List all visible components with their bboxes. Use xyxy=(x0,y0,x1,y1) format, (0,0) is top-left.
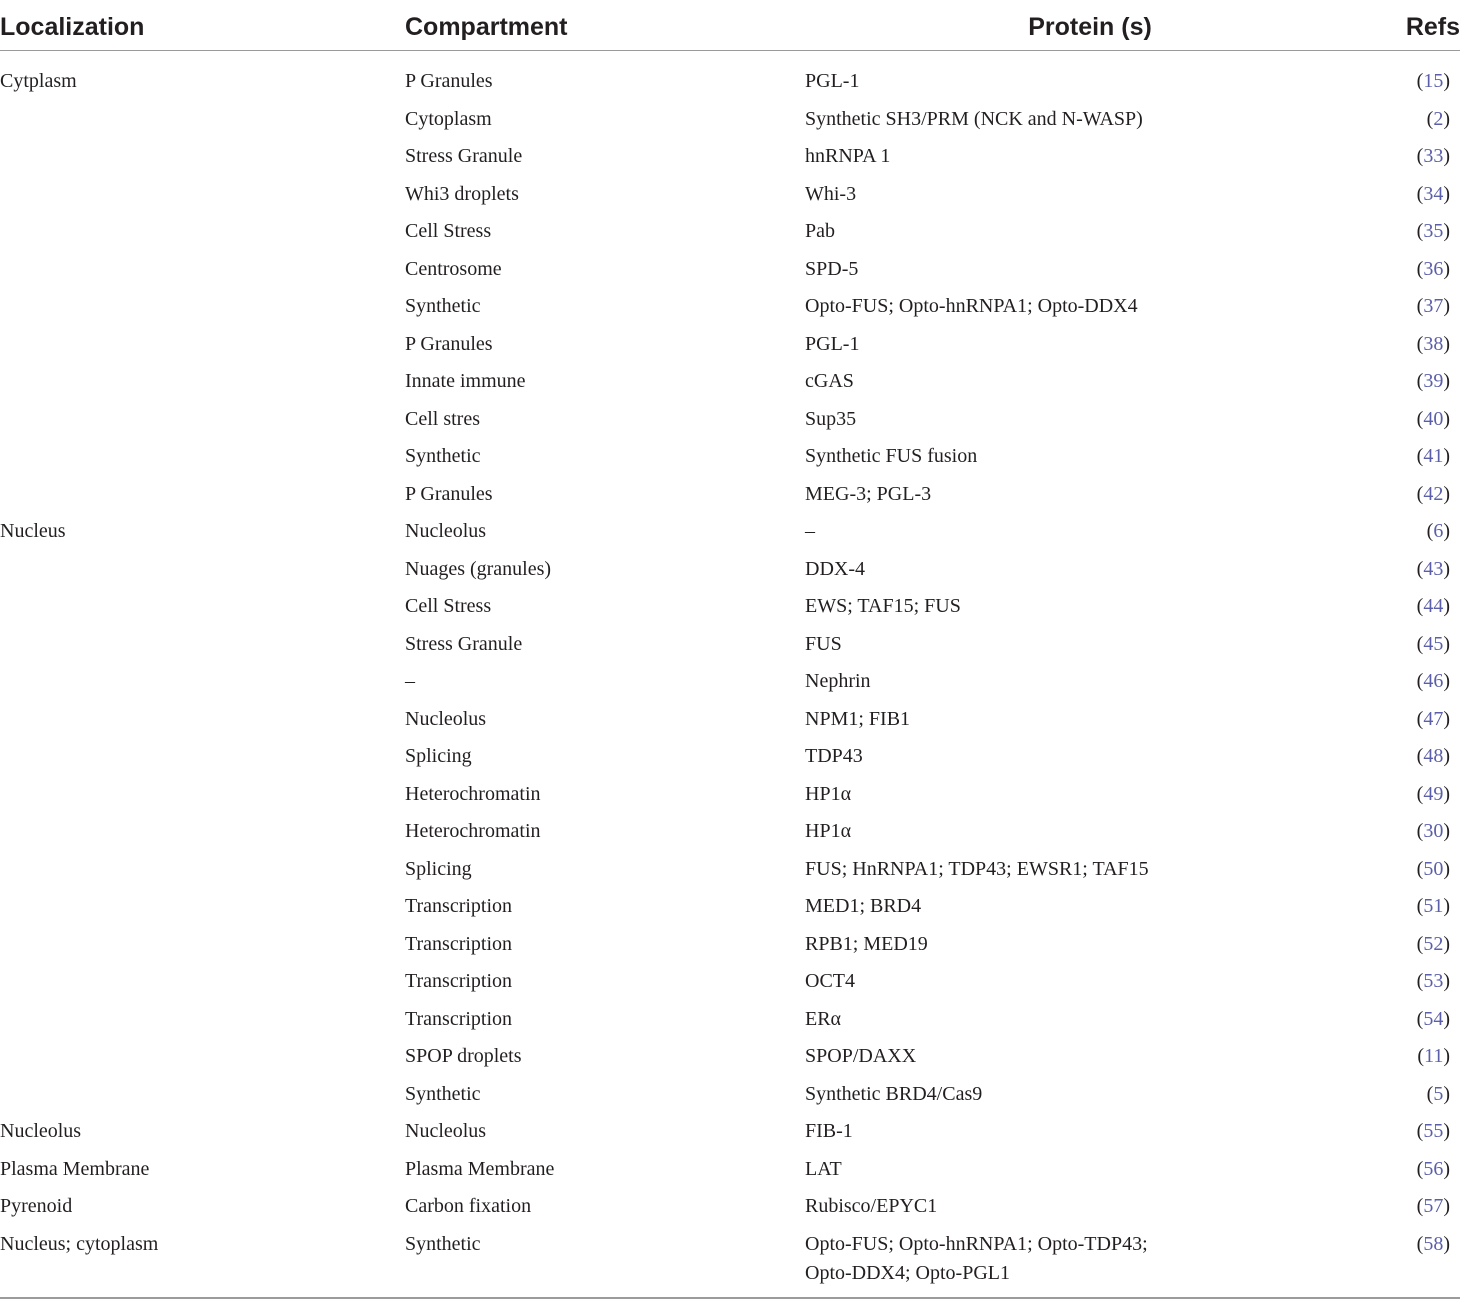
table-row xyxy=(0,326,1460,364)
cell-localization: Nucleus xyxy=(0,520,66,543)
ref-paren-close: ) xyxy=(1443,895,1450,918)
cell-ref xyxy=(1375,776,1460,814)
ref-link[interactable]: 35 xyxy=(1423,220,1444,243)
cell-localization xyxy=(0,701,405,739)
ref-link[interactable]: 42 xyxy=(1423,482,1444,505)
header-compartment: Compartment xyxy=(405,0,805,51)
protein-line: Synthetic SH3/PRM (NCK and N-WASP) xyxy=(805,107,1143,130)
protein-line: OCT4 xyxy=(805,970,855,993)
cell-protein xyxy=(805,551,1375,589)
cell-protein xyxy=(805,1151,1375,1189)
table-row xyxy=(0,251,1460,289)
protein-line: SPOP/DAXX xyxy=(805,1045,917,1068)
table-row xyxy=(0,1001,1460,1039)
ref-paren-close: ) xyxy=(1443,932,1450,955)
ref-paren-close: ) xyxy=(1443,670,1450,693)
cell-compartment: Heterochromatin xyxy=(405,782,541,805)
protein-line: Synthetic BRD4/Cas9 xyxy=(805,1082,983,1105)
ref-paren-open: ( xyxy=(1416,295,1424,318)
ref-paren-close: ) xyxy=(1443,257,1450,280)
ref-paren-open: ( xyxy=(1416,145,1424,168)
cell-localization: Pyrenoid xyxy=(0,1195,73,1218)
cell-protein xyxy=(805,326,1375,364)
cell-localization xyxy=(0,251,405,289)
ref-paren-close: ) xyxy=(1443,1120,1450,1143)
cell-compartment: Splicing xyxy=(405,745,472,768)
protein-line: cGAS xyxy=(805,370,854,393)
cell-compartment: Cell Stress xyxy=(405,595,492,618)
cell-ref xyxy=(1375,213,1460,251)
cell-ref xyxy=(1375,401,1460,439)
header-refs: Refs xyxy=(1375,0,1460,51)
protein-line-continued: Opto-DDX4; Opto-PGL1 xyxy=(805,1261,1010,1284)
cell-localization: Plasma Membrane xyxy=(0,1157,150,1180)
ref-paren-open: ( xyxy=(1416,895,1424,918)
cell-localization xyxy=(0,963,405,1001)
cell-protein xyxy=(805,176,1375,214)
cell-compartment: Stress Granule xyxy=(405,632,523,655)
ref-link[interactable]: 47 xyxy=(1423,707,1444,730)
ref-paren-close: ) xyxy=(1443,482,1450,505)
protein-line: FUS; HnRNPA1; TDP43; EWSR1; TAF15 xyxy=(805,857,1149,880)
ref-link[interactable]: 34 xyxy=(1423,182,1444,205)
cell-localization xyxy=(0,1076,405,1114)
cell-protein xyxy=(805,476,1375,514)
ref-paren-open: ( xyxy=(1416,1232,1424,1255)
protein-line: FIB-1 xyxy=(805,1120,853,1143)
cell-localization: Cytplasm xyxy=(0,70,77,93)
table-row xyxy=(0,588,1460,626)
ref-link[interactable]: 11 xyxy=(1424,1045,1444,1068)
cell-localization xyxy=(0,738,405,776)
cell-compartment: Synthetic xyxy=(405,445,481,468)
cell-ref xyxy=(1375,326,1460,364)
ref-link[interactable]: 44 xyxy=(1423,595,1444,618)
cell-protein xyxy=(805,101,1375,139)
table-body xyxy=(0,51,1460,1294)
ref-link[interactable]: 41 xyxy=(1423,445,1444,468)
protein-line: FUS xyxy=(805,632,842,655)
table-row xyxy=(0,476,1460,514)
ref-paren-open: ( xyxy=(1426,107,1434,130)
cell-protein xyxy=(805,1226,1375,1294)
ref-paren-close: ) xyxy=(1443,632,1450,655)
cell-localization xyxy=(0,1001,405,1039)
ref-paren-close: ) xyxy=(1443,745,1450,768)
cell-protein xyxy=(805,1076,1375,1114)
ref-paren-open: ( xyxy=(1416,557,1424,580)
ref-paren-open: ( xyxy=(1416,1120,1424,1143)
ref-paren-close: ) xyxy=(1443,595,1450,618)
protein-line: LAT xyxy=(805,1157,842,1180)
cell-ref xyxy=(1375,513,1460,551)
cell-protein xyxy=(805,51,1375,101)
cell-compartment: Heterochromatin xyxy=(405,820,541,843)
ref-paren-close: ) xyxy=(1443,182,1450,205)
ref-paren-close: ) xyxy=(1443,820,1450,843)
ref-paren-open: ( xyxy=(1416,932,1424,955)
ref-paren-open: ( xyxy=(1426,520,1434,543)
ref-link[interactable]: 43 xyxy=(1423,557,1444,580)
cell-compartment: Carbon fixation xyxy=(405,1195,532,1218)
table-row xyxy=(0,213,1460,251)
cell-compartment: Whi3 droplets xyxy=(405,182,519,205)
ref-link[interactable]: 37 xyxy=(1423,295,1444,318)
cell-protein xyxy=(805,1188,1375,1226)
cell-compartment: Transcription xyxy=(405,970,513,993)
ref-paren-open: ( xyxy=(1416,670,1424,693)
ref-link[interactable]: 49 xyxy=(1423,782,1444,805)
cell-protein xyxy=(805,851,1375,889)
cell-protein xyxy=(805,888,1375,926)
cell-compartment: Cell Stress xyxy=(405,220,492,243)
cell-ref xyxy=(1375,1226,1460,1294)
cell-protein xyxy=(805,663,1375,701)
cell-localization xyxy=(0,551,405,589)
cell-localization xyxy=(0,663,405,701)
ref-paren-open: ( xyxy=(1416,407,1424,430)
table-row xyxy=(0,888,1460,926)
cell-compartment: P Granules xyxy=(405,332,493,355)
protein-line: RPB1; MED19 xyxy=(805,932,928,955)
table-row xyxy=(0,138,1460,176)
ref-paren-open: ( xyxy=(1426,1082,1434,1105)
cell-ref xyxy=(1375,588,1460,626)
ref-paren-open: ( xyxy=(1416,1157,1424,1180)
cell-protein xyxy=(805,438,1375,476)
table-row xyxy=(0,51,1460,101)
protein-line: HP1α xyxy=(805,820,852,843)
cell-protein xyxy=(805,1038,1375,1076)
ref-paren-open: ( xyxy=(1416,370,1424,393)
ref-paren-open: ( xyxy=(1416,445,1424,468)
cell-compartment: Centrosome xyxy=(405,257,502,280)
ref-paren-open: ( xyxy=(1416,1195,1424,1218)
cell-localization xyxy=(0,588,405,626)
cell-localization xyxy=(0,326,405,364)
cell-localization: Nucleolus xyxy=(0,1120,82,1143)
cell-ref xyxy=(1375,176,1460,214)
protein-line: Pab xyxy=(805,220,835,243)
table-row xyxy=(0,401,1460,439)
ref-paren-open: ( xyxy=(1416,745,1424,768)
table-row xyxy=(0,513,1460,551)
cell-compartment: Splicing xyxy=(405,857,472,880)
cell-protein xyxy=(805,513,1375,551)
cell-compartment: Innate immune xyxy=(405,370,526,393)
cell-localization xyxy=(0,476,405,514)
protein-line: ERα xyxy=(805,1007,842,1030)
cell-localization xyxy=(0,213,405,251)
cell-ref xyxy=(1375,1188,1460,1226)
ref-link[interactable]: 51 xyxy=(1423,895,1444,918)
table-row xyxy=(0,1188,1460,1226)
cell-protein xyxy=(805,926,1375,964)
ref-link[interactable]: 55 xyxy=(1423,1120,1444,1143)
cell-protein xyxy=(805,813,1375,851)
table-row xyxy=(0,1038,1460,1076)
cell-protein xyxy=(805,401,1375,439)
cell-protein xyxy=(805,701,1375,739)
protein-line: MED1; BRD4 xyxy=(805,895,922,918)
header-protein: Protein (s) xyxy=(805,0,1375,51)
cell-compartment: Nuages (granules) xyxy=(405,557,552,580)
cell-localization xyxy=(0,438,405,476)
ref-link[interactable]: 57 xyxy=(1423,1195,1444,1218)
ref-paren-close: ) xyxy=(1443,707,1450,730)
ref-paren-open: ( xyxy=(1416,70,1424,93)
cell-compartment: Transcription xyxy=(405,895,513,918)
cell-protein xyxy=(805,1113,1375,1151)
cell-ref xyxy=(1375,438,1460,476)
cell-compartment: Nucleolus xyxy=(405,1120,487,1143)
ref-paren-close: ) xyxy=(1443,332,1450,355)
cell-compartment: Transcription xyxy=(405,932,513,955)
ref-paren-open: ( xyxy=(1417,1045,1425,1068)
cell-localization xyxy=(0,626,405,664)
ref-paren-close: ) xyxy=(1443,145,1450,168)
cell-ref xyxy=(1375,701,1460,739)
table-row xyxy=(0,363,1460,401)
table-header xyxy=(0,0,1460,51)
protein-line: – xyxy=(805,520,815,543)
protein-line: MEG-3; PGL-3 xyxy=(805,482,932,505)
header-row xyxy=(0,0,1460,51)
table-row xyxy=(0,101,1460,139)
ref-paren-close: ) xyxy=(1443,557,1450,580)
cell-protein xyxy=(805,213,1375,251)
table-row xyxy=(0,663,1460,701)
ref-paren-close: ) xyxy=(1443,1157,1450,1180)
ref-link[interactable]: 30 xyxy=(1423,820,1444,843)
cell-compartment: Transcription xyxy=(405,1007,513,1030)
protein-line: Nephrin xyxy=(805,670,871,693)
table-row xyxy=(0,1226,1460,1294)
table-row xyxy=(0,1076,1460,1114)
cell-ref xyxy=(1375,738,1460,776)
table-row xyxy=(0,776,1460,814)
cell-protein xyxy=(805,963,1375,1001)
ref-paren-open: ( xyxy=(1416,332,1424,355)
cell-compartment: Stress Granule xyxy=(405,145,523,168)
ref-link[interactable]: 56 xyxy=(1423,1157,1444,1180)
ref-link[interactable]: 33 xyxy=(1423,145,1444,168)
cell-localization xyxy=(0,813,405,851)
ref-link[interactable]: 6 xyxy=(1433,520,1444,543)
table-row xyxy=(0,176,1460,214)
ref-link[interactable]: 5 xyxy=(1433,1082,1444,1105)
cell-ref xyxy=(1375,663,1460,701)
ref-paren-close: ) xyxy=(1443,520,1450,543)
protein-line: PGL-1 xyxy=(805,70,860,93)
cell-compartment: Plasma Membrane xyxy=(405,1157,555,1180)
protein-line: EWS; TAF15; FUS xyxy=(805,595,961,618)
cell-localization xyxy=(0,363,405,401)
table-row xyxy=(0,626,1460,664)
table-row xyxy=(0,551,1460,589)
ref-paren-open: ( xyxy=(1416,482,1424,505)
table-row xyxy=(0,851,1460,889)
protein-line: PGL-1 xyxy=(805,332,860,355)
ref-link[interactable]: 40 xyxy=(1423,407,1444,430)
ref-paren-open: ( xyxy=(1416,1007,1424,1030)
cell-ref xyxy=(1375,1076,1460,1114)
cell-protein xyxy=(805,738,1375,776)
cell-ref xyxy=(1375,51,1460,101)
ref-link[interactable]: 15 xyxy=(1423,70,1444,93)
bottom-rule xyxy=(0,1297,1460,1299)
ref-link[interactable]: 46 xyxy=(1423,670,1444,693)
cell-localization xyxy=(0,776,405,814)
cell-ref xyxy=(1375,363,1460,401)
ref-link[interactable]: 58 xyxy=(1423,1232,1444,1255)
ref-link[interactable]: 45 xyxy=(1423,632,1444,655)
protein-line: NPM1; FIB1 xyxy=(805,707,911,730)
ref-link[interactable]: 39 xyxy=(1423,370,1444,393)
cell-ref xyxy=(1375,1151,1460,1189)
cell-protein xyxy=(805,1001,1375,1039)
protein-line: Rubisco/EPYC1 xyxy=(805,1195,938,1218)
ref-paren-open: ( xyxy=(1416,707,1424,730)
cell-localization xyxy=(0,176,405,214)
ref-paren-close: ) xyxy=(1443,1082,1450,1105)
ref-paren-open: ( xyxy=(1416,182,1424,205)
cell-compartment: – xyxy=(405,670,415,693)
cell-localization xyxy=(0,401,405,439)
cell-ref xyxy=(1375,138,1460,176)
ref-paren-close: ) xyxy=(1443,70,1450,93)
ref-paren-close: ) xyxy=(1443,857,1450,880)
ref-link[interactable]: 50 xyxy=(1423,857,1444,880)
cell-compartment: Synthetic xyxy=(405,295,481,318)
cell-ref xyxy=(1375,476,1460,514)
table-row xyxy=(0,438,1460,476)
ref-link[interactable]: 48 xyxy=(1423,745,1444,768)
ref-paren-open: ( xyxy=(1416,782,1424,805)
ref-paren-close: ) xyxy=(1443,295,1450,318)
cell-ref xyxy=(1375,101,1460,139)
cell-localization xyxy=(0,1038,405,1076)
cell-ref xyxy=(1375,1001,1460,1039)
cell-protein xyxy=(805,251,1375,289)
ref-paren-close: ) xyxy=(1443,107,1450,130)
ref-paren-open: ( xyxy=(1416,857,1424,880)
cell-localization xyxy=(0,888,405,926)
protein-line: TDP43 xyxy=(805,745,863,768)
cell-localization xyxy=(0,851,405,889)
cell-localization xyxy=(0,926,405,964)
cell-ref xyxy=(1375,963,1460,1001)
ref-link[interactable]: 2 xyxy=(1433,107,1444,130)
protein-line: Sup35 xyxy=(805,407,857,430)
cell-compartment: Synthetic xyxy=(405,1232,481,1255)
ref-paren-close: ) xyxy=(1443,445,1450,468)
ref-paren-close: ) xyxy=(1443,407,1450,430)
table-row xyxy=(0,813,1460,851)
cell-localization xyxy=(0,101,405,139)
cell-compartment: SPOP droplets xyxy=(405,1045,522,1068)
ref-paren-close: ) xyxy=(1443,1195,1450,1218)
cell-ref xyxy=(1375,551,1460,589)
ref-link[interactable]: 52 xyxy=(1423,932,1444,955)
cell-protein xyxy=(805,776,1375,814)
table-row xyxy=(0,701,1460,739)
cell-ref xyxy=(1375,1113,1460,1151)
cell-compartment: Cytoplasm xyxy=(405,107,492,130)
ref-link[interactable]: 54 xyxy=(1423,1007,1444,1030)
ref-paren-close: ) xyxy=(1443,782,1450,805)
ref-link[interactable]: 38 xyxy=(1423,332,1444,355)
cell-ref xyxy=(1375,251,1460,289)
cell-protein xyxy=(805,288,1375,326)
protein-line: hnRNPA 1 xyxy=(805,145,891,168)
cell-ref xyxy=(1375,813,1460,851)
ref-paren-close: ) xyxy=(1443,1007,1450,1030)
table-row xyxy=(0,288,1460,326)
cell-protein xyxy=(805,138,1375,176)
cell-ref xyxy=(1375,626,1460,664)
ref-paren-open: ( xyxy=(1416,970,1424,993)
protein-line: Opto-FUS; Opto-hnRNPA1; Opto-TDP43; xyxy=(805,1232,1148,1255)
cell-compartment: Nucleolus xyxy=(405,707,487,730)
protein-line: Synthetic FUS fusion xyxy=(805,445,978,468)
cell-compartment: P Granules xyxy=(405,70,493,93)
cell-compartment: Synthetic xyxy=(405,1082,481,1105)
protein-line: Opto-FUS; Opto-hnRNPA1; Opto-DDX4 xyxy=(805,295,1138,318)
table-row xyxy=(0,1113,1460,1151)
cell-localization xyxy=(0,138,405,176)
cell-compartment: Cell stres xyxy=(405,407,480,430)
cell-compartment: P Granules xyxy=(405,482,493,505)
ref-link[interactable]: 36 xyxy=(1423,257,1444,280)
ref-paren-open: ( xyxy=(1416,820,1424,843)
ref-paren-close: ) xyxy=(1443,220,1450,243)
cell-protein xyxy=(805,363,1375,401)
header-localization: Localization xyxy=(0,0,405,51)
cell-ref xyxy=(1375,288,1460,326)
table-row xyxy=(0,1151,1460,1189)
cell-ref xyxy=(1375,926,1460,964)
ref-paren-close: ) xyxy=(1443,1232,1450,1255)
protein-line: Whi-3 xyxy=(805,182,857,205)
table-row xyxy=(0,926,1460,964)
cell-ref xyxy=(1375,1038,1460,1076)
table-row xyxy=(0,963,1460,1001)
protein-line: SPD-5 xyxy=(805,257,859,280)
ref-paren-close: ) xyxy=(1443,970,1450,993)
ref-paren-close: ) xyxy=(1443,1045,1450,1068)
ref-paren-open: ( xyxy=(1416,257,1424,280)
cell-protein xyxy=(805,626,1375,664)
cell-localization: Nucleus; cytoplasm xyxy=(0,1232,159,1255)
cell-compartment: Nucleolus xyxy=(405,520,487,543)
ref-paren-close: ) xyxy=(1443,370,1450,393)
cell-ref xyxy=(1375,851,1460,889)
ref-paren-open: ( xyxy=(1416,595,1424,618)
ref-paren-open: ( xyxy=(1416,220,1424,243)
cell-protein xyxy=(805,588,1375,626)
table-row xyxy=(0,738,1460,776)
ref-paren-open: ( xyxy=(1416,632,1424,655)
protein-line: HP1α xyxy=(805,782,852,805)
protein-line: DDX-4 xyxy=(805,557,865,580)
ref-link[interactable]: 53 xyxy=(1423,970,1444,993)
cell-ref xyxy=(1375,888,1460,926)
cell-localization xyxy=(0,288,405,326)
